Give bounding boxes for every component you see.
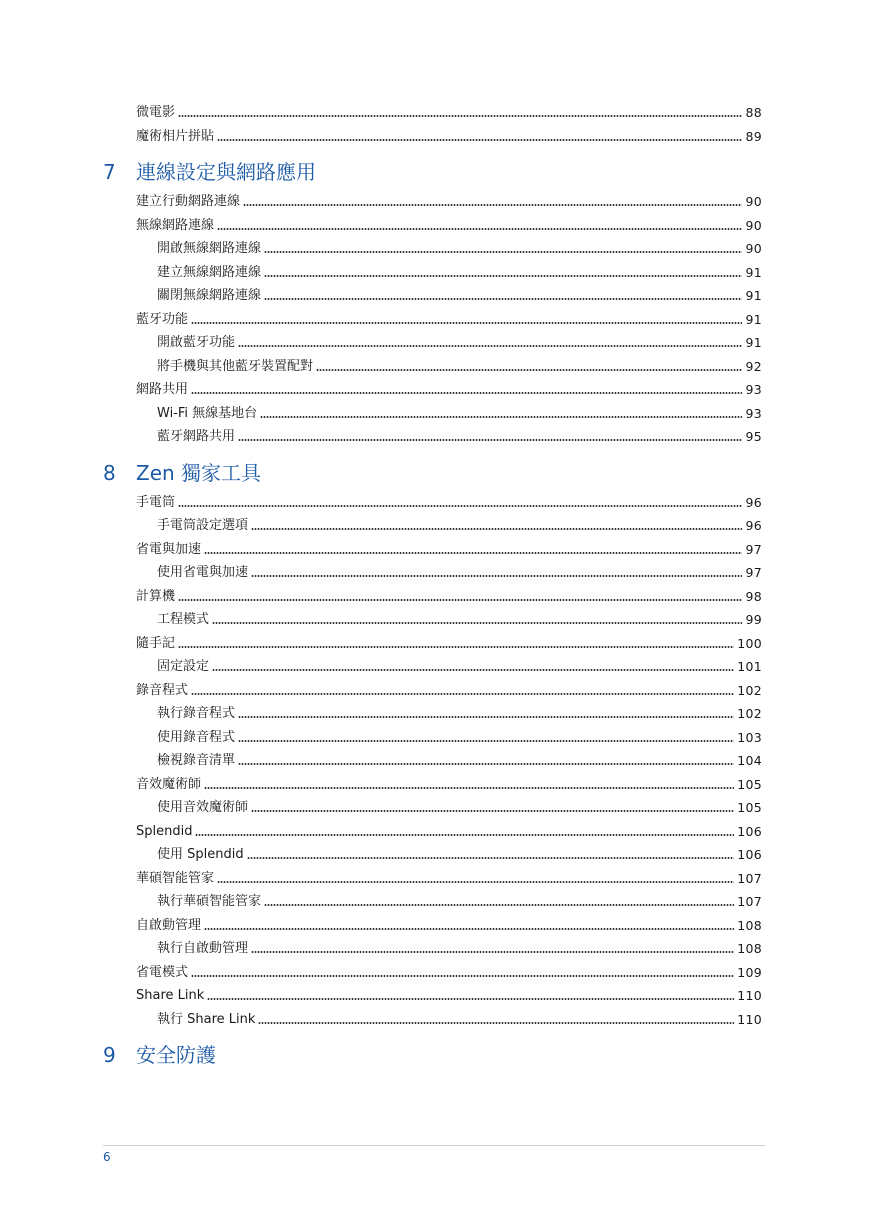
dot-leader [204,786,734,790]
dot-leader [260,415,742,419]
entry-title: 藍牙網路共用 [157,429,236,444]
entry-title: 執行錄音程式 [157,706,236,721]
dot-leader [251,950,734,954]
chapter-number: 8 [103,460,116,485]
entry-title: 手電筒設定選項 [157,518,249,533]
entry-title: 使用省電與加速 [157,565,249,580]
entry-title: 音效魔術師 [136,776,202,792]
entry-title: 執行自啟動管理 [157,941,249,956]
toc-subentry[interactable] [157,937,762,957]
dot-leader [191,321,742,325]
toc-entry[interactable] [136,308,762,328]
toc-entry[interactable] [136,538,762,558]
entry-page-number: 101 [737,659,762,674]
entry-title: 無線網路連線 [136,217,215,233]
dot-leader [217,138,742,142]
entry-page-number: 108 [737,917,762,933]
entry-title: 執行 Share Link [157,1011,256,1027]
dot-leader [264,274,742,278]
entry-title: Wi-Fi 無線基地台 [157,405,258,421]
entry-page-number: 91 [745,311,762,327]
dot-leader [204,927,734,931]
dot-leader [238,715,734,719]
dot-leader [247,856,735,860]
toc-subentry[interactable] [157,284,762,304]
entry-title: Splendid [136,823,193,839]
toc-subentry[interactable] [157,402,762,422]
entry-page-number: 91 [745,335,762,350]
toc-subentry[interactable] [157,749,762,769]
entry-title: 計算機 [136,588,176,604]
toc-entry[interactable] [136,914,762,934]
entry-page-number: 95 [745,429,762,444]
entry-title: 使用音效魔術師 [157,800,249,815]
entry-page-number: 106 [737,847,762,862]
entry-page-number: 90 [745,241,762,256]
toc-subentry[interactable] [157,1008,762,1028]
dot-leader [217,880,734,884]
entry-page-number: 96 [745,494,762,510]
dot-leader [251,574,742,578]
entry-title: 網路共用 [136,382,189,397]
entry-page-number: 102 [737,706,762,721]
dot-leader [178,504,742,508]
entry-title: 使用 Splendid [157,847,244,862]
entry-page-number: 105 [737,800,762,815]
entry-page-number: 97 [745,541,762,557]
toc-subentry[interactable] [157,425,762,445]
dot-leader [264,250,742,254]
entry-title: 手電筒 [136,494,176,510]
toc-entry[interactable] [136,632,762,652]
entry-page-number: 108 [737,941,762,956]
entry-page-number: 103 [737,729,762,745]
dot-leader [238,739,734,743]
toc-entry[interactable] [136,679,762,699]
dot-leader [178,598,742,602]
entry-title: 檢視錄音清單 [157,753,236,768]
toc-entry[interactable] [136,214,762,234]
dot-leader [251,527,742,531]
toc-subentry[interactable] [157,331,762,351]
dot-leader [204,551,742,555]
entry-page-number: 89 [745,128,762,144]
entry-page-number: 92 [745,358,762,374]
entry-title: 華碩智能管家 [136,870,215,886]
entry-title: 省電模式 [136,964,189,980]
chapter-number: 9 [103,1043,116,1067]
entry-title: 省電與加速 [136,541,202,557]
chapter-title: Zen 獨家工具 [136,460,262,485]
entry-title: 隨手記 [136,635,176,651]
entry-page-number: 102 [737,682,762,698]
toc-entry[interactable] [136,125,762,145]
entry-page-number: 105 [737,776,762,792]
toc-entry[interactable] [136,773,762,793]
chapter-heading[interactable] [103,1041,216,1067]
dot-leader [316,368,742,372]
entry-page-number: 91 [745,264,762,280]
entry-page-number: 91 [745,288,762,303]
toc-subentry[interactable] [157,843,762,863]
entry-page-number: 90 [745,217,762,233]
entry-title: Share Link [136,988,205,1003]
entry-page-number: 90 [745,194,762,209]
dot-leader [212,621,742,625]
toc-entry[interactable] [136,984,762,1004]
entry-page-number: 99 [745,612,762,627]
entry-title: 藍牙功能 [136,311,189,327]
entry-page-number: 110 [737,1011,762,1027]
dot-leader [178,114,742,118]
dot-leader [178,645,734,649]
toc-entry[interactable] [136,491,762,511]
chapter-title: 安全防護 [136,1043,216,1067]
toc-subentry[interactable] [157,237,762,257]
dot-leader [191,391,742,395]
dot-leader [238,762,734,766]
entry-title: 魔術相片拼貼 [136,128,215,144]
entry-title: 錄音程式 [136,682,189,698]
chapter-heading[interactable] [103,158,316,184]
toc-entry[interactable] [136,585,762,605]
toc-subentry[interactable] [157,702,762,722]
dot-leader [238,344,742,348]
dot-leader [264,297,742,301]
toc-subentry[interactable] [157,514,762,534]
entry-page-number: 107 [737,894,762,909]
entry-page-number: 100 [737,635,762,651]
entry-page-number: 107 [737,870,762,886]
entry-title: 將手機與其他藍牙裝置配對 [157,358,314,374]
dot-leader [243,203,742,207]
toc-entry[interactable] [136,101,762,121]
toc-subentry[interactable] [157,608,762,628]
toc-subentry[interactable] [157,796,762,816]
dot-leader [238,438,742,442]
chapter-number: 7 [103,160,116,184]
entry-title: 關閉無線網路連線 [157,288,262,303]
entry-page-number: 93 [745,382,762,397]
dot-leader [251,809,734,813]
entry-page-number: 98 [745,588,762,604]
toc-subentry[interactable] [157,890,762,910]
entry-title: 建立無線網路連線 [157,264,262,280]
entry-page-number: 104 [737,753,762,768]
dot-leader [212,668,734,672]
dot-leader [195,833,734,837]
entry-title: 自啟動管理 [136,917,202,933]
toc-entry[interactable] [136,190,762,210]
toc-subentry[interactable] [157,261,762,281]
entry-page-number: 96 [745,518,762,533]
entry-title: 固定設定 [157,659,210,674]
dot-leader [258,1021,734,1025]
toc-subentry[interactable] [157,355,762,375]
entry-page-number: 106 [737,823,762,839]
entry-title: 建立行動網路連線 [136,194,241,209]
chapter-heading[interactable] [103,459,261,485]
entry-title: 使用錄音程式 [157,729,236,745]
entry-page-number: 109 [737,964,762,980]
toc-subentry[interactable] [157,726,762,746]
entry-title: 開啟藍牙功能 [157,335,236,350]
entry-title: 執行華碩智能管家 [157,894,262,909]
entry-title: 開啟無線網路連線 [157,241,262,256]
chapter-title: 連線設定與網路應用 [136,160,316,184]
entry-page-number: 93 [745,405,762,421]
page-number: 6 [103,1150,111,1164]
footer-divider [103,1145,765,1146]
dot-leader [264,903,734,907]
entry-page-number: 97 [745,565,762,580]
toc-entry[interactable] [136,820,762,840]
entry-page-number: 110 [737,988,762,1003]
toc-entry[interactable] [136,961,762,981]
entry-title: 微電影 [136,105,176,120]
toc-entry[interactable] [136,867,762,887]
entry-title: 工程模式 [157,612,210,627]
dot-leader [217,227,742,231]
toc-subentry[interactable] [157,655,762,675]
dot-leader [191,974,734,978]
toc-entry[interactable] [136,378,762,398]
dot-leader [207,997,734,1001]
dot-leader [191,692,734,696]
toc-subentry[interactable] [157,561,762,581]
entry-page-number: 88 [745,105,762,120]
